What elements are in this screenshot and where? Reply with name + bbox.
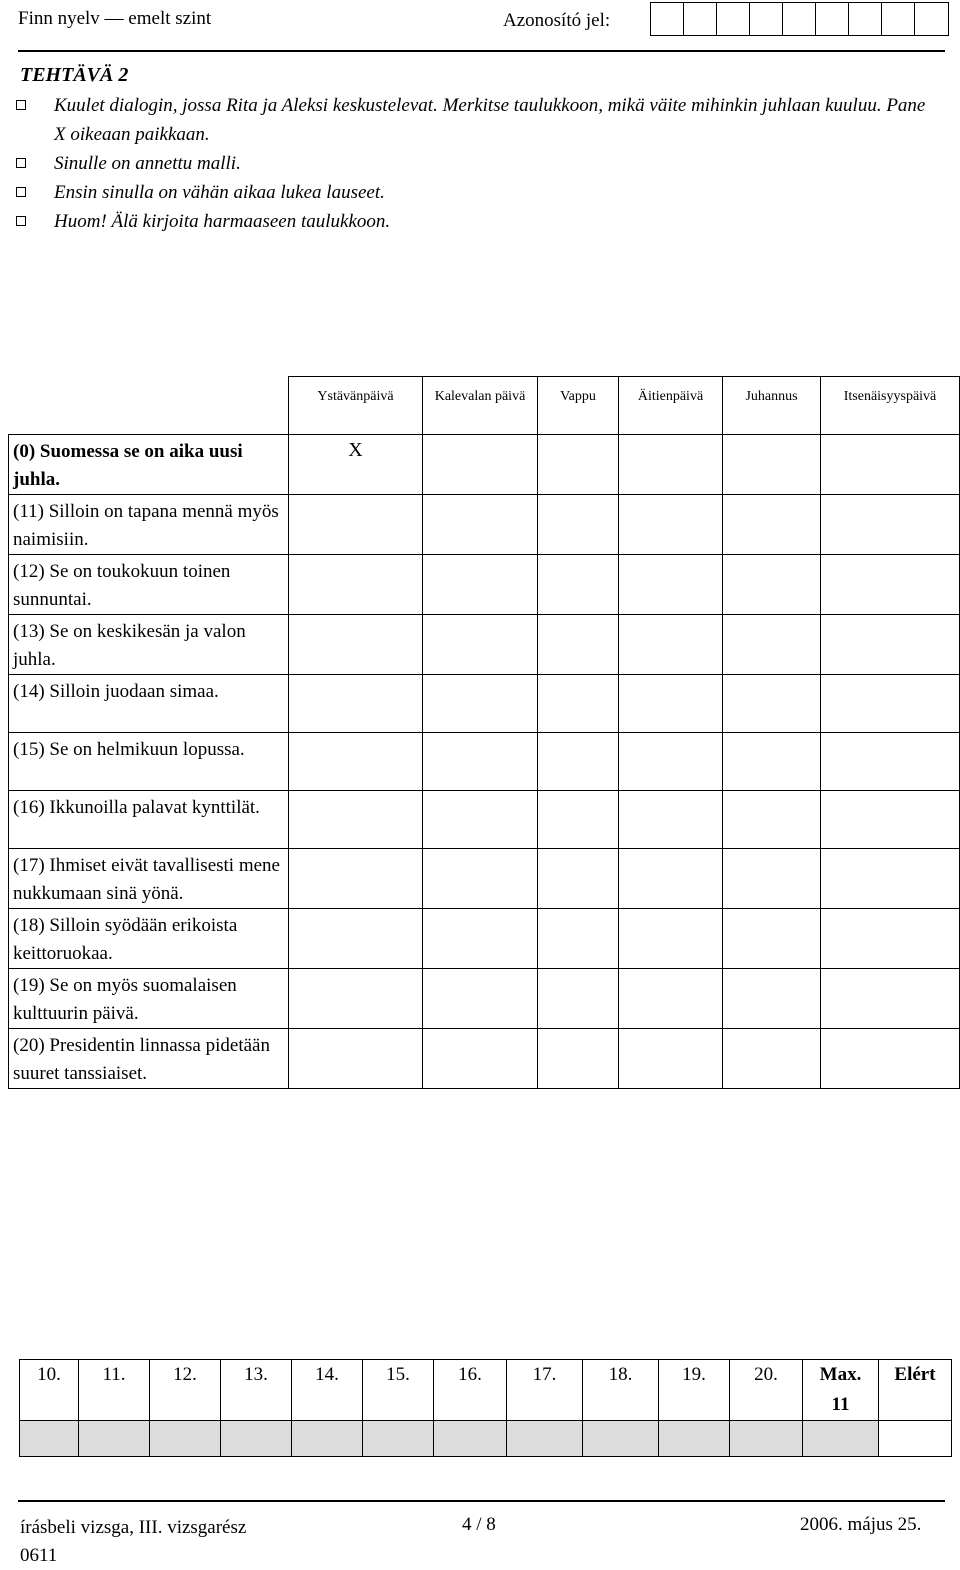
exam-date: 2006. május 25. <box>800 1514 922 1535</box>
corner-cell <box>9 377 289 435</box>
statement-cell: (20) Presidentin linnassa pidetään suuret tanssiaiset. <box>9 1029 289 1089</box>
table-row <box>9 849 960 909</box>
table-row <box>9 733 960 791</box>
checkbox-bullet-icon <box>16 187 26 197</box>
answer-cell[interactable] <box>619 849 723 909</box>
table-row <box>9 791 960 849</box>
score-header-cell: 15. <box>363 1360 434 1421</box>
answer-cell <box>619 435 723 495</box>
id-label: Azonosító jel: <box>503 10 611 31</box>
score-table <box>19 1359 952 1457</box>
answer-cell[interactable] <box>619 909 723 969</box>
column-header: Itsenäisyyspäivä <box>821 377 960 435</box>
score-cell <box>583 1421 659 1457</box>
instruction-item <box>54 149 241 178</box>
answer-cell <box>423 435 538 495</box>
score-cell <box>79 1421 150 1457</box>
table-row <box>9 435 960 495</box>
answer-cell[interactable] <box>619 969 723 1029</box>
footer-left <box>20 1514 246 1570</box>
answer-cell: X <box>289 435 423 495</box>
answer-cell[interactable] <box>423 849 538 909</box>
answer-cell[interactable] <box>619 555 723 615</box>
score-cell <box>221 1421 292 1457</box>
instruction-text: Sinulle on annettu malli. <box>54 153 241 174</box>
answer-cell[interactable] <box>538 615 619 675</box>
statement-cell: (17) Ihmiset eivät tavallisesti mene nukkumaan sinä yönä. <box>9 849 289 909</box>
score-header-cell: 11. <box>79 1360 150 1421</box>
answer-cell[interactable] <box>289 675 423 733</box>
answer-cell[interactable] <box>723 849 821 909</box>
answer-cell[interactable] <box>723 1029 821 1089</box>
score-cell <box>150 1421 221 1457</box>
id-boxes <box>650 2 949 36</box>
score-header-cell: 18. <box>583 1360 659 1421</box>
score-header-cell: 14. <box>292 1360 363 1421</box>
answer-cell[interactable] <box>821 733 960 791</box>
score-header-cell: 17. <box>507 1360 583 1421</box>
column-header: Vappu <box>538 377 619 435</box>
score-header-cell: Max. 11 <box>803 1360 879 1421</box>
checkbox-bullet-icon <box>16 216 26 226</box>
page-number: 4 / 8 <box>462 1514 496 1535</box>
score-header-cell: 20. <box>730 1360 803 1421</box>
score-header-cell: 12. <box>150 1360 221 1421</box>
task-title: TEHTÄVÄ 2 <box>20 64 129 86</box>
table-row <box>9 615 960 675</box>
instruction-item <box>54 178 385 207</box>
answer-cell[interactable] <box>538 675 619 733</box>
answer-cell[interactable] <box>723 909 821 969</box>
id-digit-box[interactable] <box>651 3 684 35</box>
id-digit-box[interactable] <box>849 3 882 35</box>
answer-cell[interactable] <box>423 969 538 1029</box>
answer-cell <box>821 435 960 495</box>
instruction-item <box>54 91 934 149</box>
answer-cell <box>538 435 619 495</box>
checkbox-bullet-icon <box>16 100 26 110</box>
score-cell <box>20 1421 79 1457</box>
answer-cell[interactable] <box>423 675 538 733</box>
answer-cell[interactable] <box>289 733 423 791</box>
column-header: Juhannus <box>723 377 821 435</box>
score-cell <box>292 1421 363 1457</box>
answer-cell[interactable] <box>538 849 619 909</box>
id-digit-box[interactable] <box>684 3 717 35</box>
answer-cell[interactable] <box>821 969 960 1029</box>
answer-cell[interactable] <box>538 555 619 615</box>
answer-cell[interactable] <box>289 615 423 675</box>
instruction-item <box>54 207 390 236</box>
column-header: Äitienpäivä <box>619 377 723 435</box>
statement-cell: (19) Se on myös suomalaisen kulttuurin päivä. <box>9 969 289 1029</box>
score-cell[interactable] <box>879 1421 952 1457</box>
answer-cell <box>723 435 821 495</box>
statement-cell: (12) Se on toukokuun toinen sunnuntai. <box>9 555 289 615</box>
answer-cell[interactable] <box>423 495 538 555</box>
score-header-row <box>20 1360 952 1421</box>
answer-cell[interactable] <box>821 615 960 675</box>
answer-cell[interactable] <box>821 555 960 615</box>
instruction-text: Huom! Älä kirjoita harmaaseen taulukkoon. <box>54 211 391 232</box>
statement-cell: (13) Se on keskikesän ja valon juhla. <box>9 615 289 675</box>
answer-cell[interactable] <box>723 555 821 615</box>
footer-rule <box>18 1500 945 1502</box>
table-row <box>9 555 960 615</box>
table-row <box>9 495 960 555</box>
score-header-cell: 13. <box>221 1360 292 1421</box>
answer-cell[interactable] <box>423 1029 538 1089</box>
answer-cell[interactable] <box>821 1029 960 1089</box>
table-row <box>9 1029 960 1089</box>
instruction-text: Ensin sinulla on vähän aikaa lukea lauseet. <box>54 182 385 203</box>
answer-cell[interactable] <box>423 909 538 969</box>
score-header-cell: 10. <box>20 1360 79 1421</box>
answer-cell[interactable] <box>821 495 960 555</box>
answer-cell[interactable] <box>723 733 821 791</box>
answer-cell[interactable] <box>619 675 723 733</box>
answer-cell[interactable] <box>423 791 538 849</box>
answer-cell[interactable] <box>538 969 619 1029</box>
answer-cell[interactable] <box>619 1029 723 1089</box>
score-cell <box>507 1421 583 1457</box>
table-row <box>9 969 960 1029</box>
score-cell <box>659 1421 730 1457</box>
answer-cell[interactable] <box>423 615 538 675</box>
id-digit-box[interactable] <box>783 3 816 35</box>
score-cell <box>803 1421 879 1457</box>
id-digit-box[interactable] <box>750 3 783 35</box>
exam-part: írásbeli vizsga, III. vizsgarész <box>20 1517 247 1538</box>
statement-cell: (14) Silloin juodaan simaa. <box>9 675 289 733</box>
header-rule <box>18 50 945 52</box>
table-row <box>9 675 960 733</box>
score-cell <box>363 1421 434 1457</box>
column-header: Ystävänpäivä <box>289 377 423 435</box>
id-digit-box[interactable] <box>717 3 750 35</box>
answer-cell[interactable] <box>619 733 723 791</box>
exam-code: 0611 <box>20 1545 58 1566</box>
column-header: Kalevalan päivä <box>423 377 538 435</box>
answer-cell[interactable] <box>619 495 723 555</box>
answer-cell[interactable] <box>289 969 423 1029</box>
answer-cell[interactable] <box>821 909 960 969</box>
answer-cell[interactable] <box>821 791 960 849</box>
answer-cell[interactable] <box>538 909 619 969</box>
answer-cell[interactable] <box>289 849 423 909</box>
statement-cell: (0) Suomessa se on aika uusi juhla. <box>9 435 289 495</box>
answer-table <box>8 376 960 1089</box>
table-header-row <box>9 377 960 435</box>
answer-cell[interactable] <box>289 909 423 969</box>
statement-cell: (15) Se on helmikuun lopussa. <box>9 733 289 791</box>
id-digit-box[interactable] <box>816 3 849 35</box>
header-title: Finn nyelv — emelt szint <box>18 8 212 29</box>
answer-cell[interactable] <box>723 615 821 675</box>
answer-cell[interactable] <box>619 791 723 849</box>
statement-cell: (16) Ikkunoilla palavat kynttilät. <box>9 791 289 849</box>
answer-cell[interactable] <box>538 791 619 849</box>
answer-cell[interactable] <box>289 1029 423 1089</box>
answer-cell[interactable] <box>289 495 423 555</box>
score-cell <box>730 1421 803 1457</box>
answer-cell[interactable] <box>723 495 821 555</box>
answer-cell[interactable] <box>723 791 821 849</box>
answer-cell[interactable] <box>821 849 960 909</box>
table-row <box>9 909 960 969</box>
answer-cell[interactable] <box>423 555 538 615</box>
statement-cell: (18) Silloin syödään erikoista keittoruokaa. <box>9 909 289 969</box>
score-header-cell: Elért <box>879 1360 952 1421</box>
id-digit-box[interactable] <box>882 3 915 35</box>
answer-cell[interactable] <box>538 733 619 791</box>
answer-cell[interactable] <box>423 733 538 791</box>
answer-cell[interactable] <box>821 675 960 733</box>
answer-cell[interactable] <box>723 969 821 1029</box>
answer-cell[interactable] <box>538 1029 619 1089</box>
statement-cell: (11) Silloin on tapana mennä myös naimisiin. <box>9 495 289 555</box>
score-cell <box>434 1421 507 1457</box>
score-header-cell: 16. <box>434 1360 507 1421</box>
score-header-cell: 19. <box>659 1360 730 1421</box>
checkbox-bullet-icon <box>16 158 26 168</box>
instruction-text: Kuulet dialogin, jossa Rita ja Aleksi keskustelevat. Merkitse taulukkoon, mikä väite mihinkin juhlaan kuuluu. Pane X oikeaan paikkaan. <box>54 95 926 145</box>
answer-cell[interactable] <box>289 555 423 615</box>
answer-cell[interactable] <box>538 495 619 555</box>
answer-cell[interactable] <box>619 615 723 675</box>
score-entry-row <box>20 1421 952 1457</box>
answer-cell[interactable] <box>289 791 423 849</box>
id-digit-box[interactable] <box>915 3 948 35</box>
answer-cell[interactable] <box>723 675 821 733</box>
